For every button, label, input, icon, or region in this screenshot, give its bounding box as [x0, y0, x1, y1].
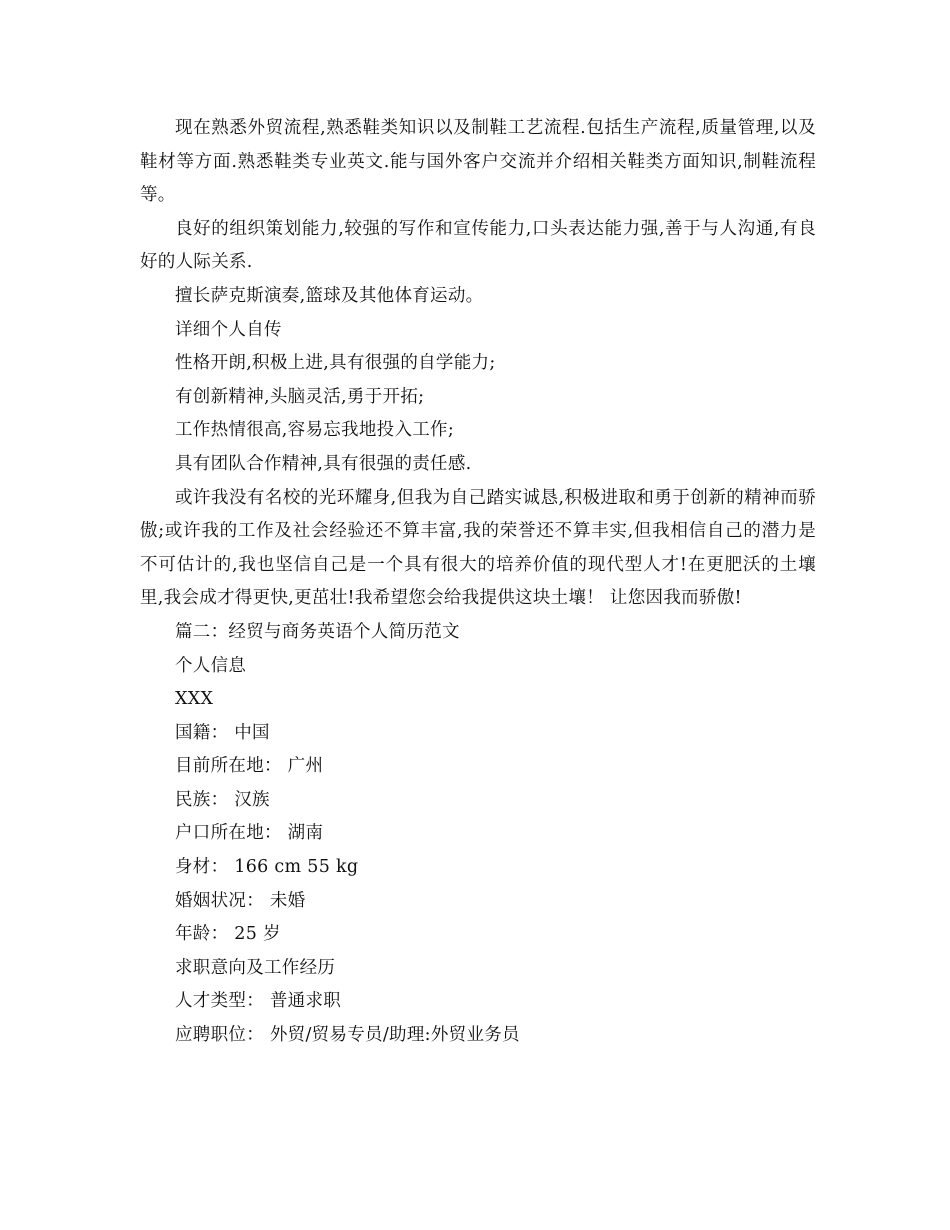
info-ethnicity: 民族： 汉族: [175, 789, 270, 810]
paragraph-skills: 现在熟悉外贸流程,熟悉鞋类知识以及制鞋工艺流程.包括生产流程,质量管理,以及鞋材等方面.熟悉鞋类专业英文.能与国外客户交流并介绍相关鞋类方面知识,制鞋流程等。: [140, 118, 816, 206]
trait-line: 工作热情很高,容易忘我地投入工作;: [175, 420, 455, 441]
section-heading-personal-info: 个人信息: [175, 655, 247, 676]
info-household-registration: 户口所在地： 湖南: [175, 823, 324, 844]
paragraph-hobbies: 擅长萨克斯演奏,篮球及其他体育运动。: [175, 285, 484, 306]
info-nationality: 国籍： 中国: [175, 722, 270, 743]
section-title-part-two: 篇二：经贸与商务英语个人简历范文: [175, 621, 460, 642]
trait-line: 有创新精神,头脑灵活,勇于开拓;: [175, 386, 425, 407]
info-body: 身材： 166 cm 55 kg: [175, 857, 359, 878]
info-talent-type: 人才类型： 普通求职: [175, 991, 342, 1012]
paragraph-closing: 或许我没有名校的光环耀身,但我为自己踏实诚恳,积极进取和勇于创新的精神而骄傲;或许我的工作及社会经验还不算丰富,我的荣誉还不算丰实,但我相信自己的潜力是不可估计的,我也坚信自己是一个具有很大的培养价值的现代型人才!在更肥沃的土壤里,我会成才得更快,更茁壮!我希望您会给我提供这块土壤！ 让您因我而骄傲!: [140, 487, 816, 609]
trait-line: 性格开朗,积极上进,具有很强的自学能力;: [175, 353, 496, 374]
info-age: 年龄： 25 岁: [175, 924, 281, 945]
info-current-location: 目前所在地： 广州: [175, 756, 324, 777]
info-name: XXX: [175, 689, 214, 710]
info-applied-position: 应聘职位： 外贸/贸易专员/助理:外贸业务员: [175, 1025, 520, 1046]
info-marital-status: 婚姻状况： 未婚: [175, 890, 306, 911]
document-body: [140, 112, 816, 1053]
section-heading-job-intention: 求职意向及工作经历: [175, 957, 336, 978]
paragraph-abilities: 良好的组织策划能力,较强的写作和宣传能力,口头表达能力强,善于与人沟通,有良好的人际关系.: [140, 218, 816, 273]
section-heading-autobiography: 详细个人自传: [175, 319, 282, 340]
trait-line: 具有团队合作精神,具有很强的责任感.: [175, 453, 472, 474]
